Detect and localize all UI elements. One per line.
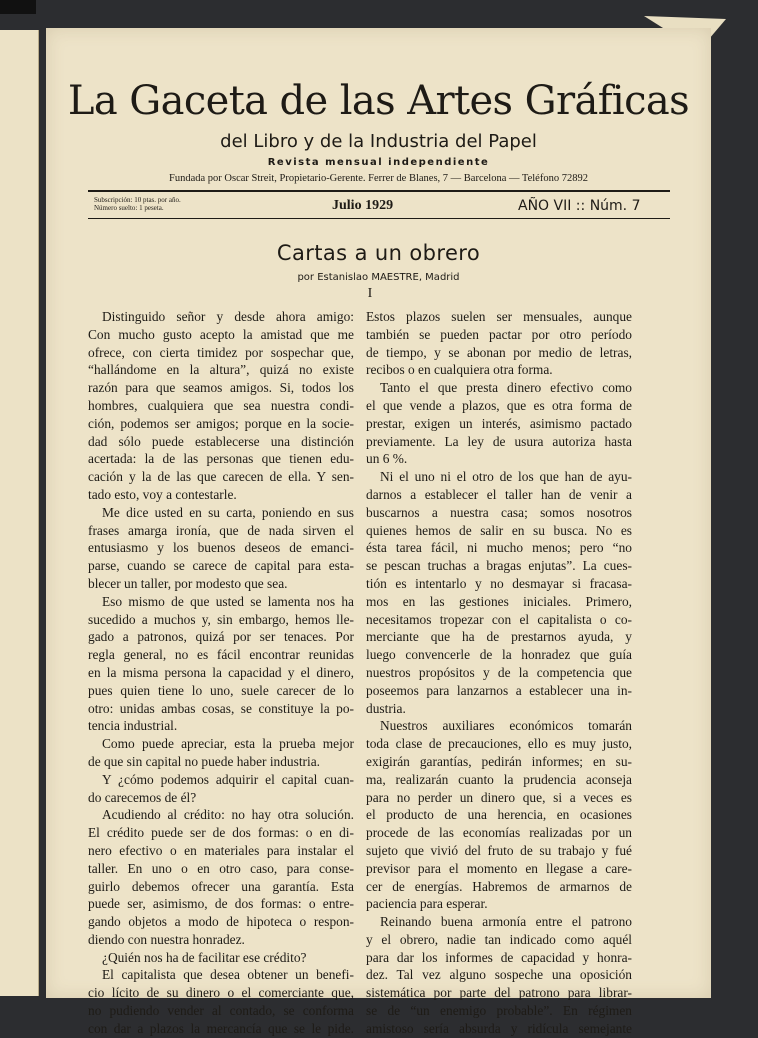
text-line: tión es intentarlo y no desmayar si fracasa- xyxy=(366,575,632,591)
header-rule-top xyxy=(88,190,670,192)
text-line: quienes hemos de salir en su busca. No es xyxy=(366,522,632,538)
facing-page-edge xyxy=(0,30,39,996)
text-line: necesitamos tropezar con el capitalista o co- xyxy=(366,611,632,627)
subscription-price: Subscripción: 10 ptas. por año. xyxy=(94,196,181,204)
text-line: sistemática por parte del patrono para librar- xyxy=(366,985,632,1001)
text-line: “hallándome en la altura”, quizá no existe xyxy=(88,362,354,378)
text-line: Me dice usted en su carta, poniendo en sus xyxy=(102,504,354,520)
text-line: prestar, exigen un interés, asimismo pactado xyxy=(366,415,632,431)
text-line: do carecemos de él? xyxy=(88,789,197,805)
text-line: tado esto, voy a contestarle. xyxy=(88,486,237,502)
subscription-info xyxy=(94,196,181,212)
text-line: no pudiendo vender al contado, se conforma xyxy=(88,1003,354,1019)
text-line: Estos plazos suelen ser mensuales, aunque xyxy=(366,309,632,324)
article-byline: por Estanislao MAESTRE, Madrid xyxy=(297,272,460,283)
issue-date: Julio 1929 xyxy=(332,198,394,213)
text-line: cio lícito de su dinero o el comerciante que, xyxy=(88,985,354,1001)
text-line: Reinando buena armonía entre el patrono xyxy=(380,914,632,930)
text-line: procede de las economías realizadas por un xyxy=(366,825,632,841)
text-line: El capitalista que desea obtener un benefi- xyxy=(102,967,354,983)
text-line: también se pueden pactar por otro período xyxy=(366,326,632,342)
text-line: puede ser, asimismo, de dos formas: o entre- xyxy=(88,896,354,912)
text-line: acertada: la de las personas que tienen edu- xyxy=(88,451,354,467)
text-line: previamente. La ley de usura autoriza hasta xyxy=(366,433,632,449)
text-line: el que vende a plazos, que es otra forma de xyxy=(366,397,632,413)
text-line: sujeto que vivió del fruto de su trabajo y fué xyxy=(366,842,632,858)
magazine-page xyxy=(46,28,711,1036)
column-left xyxy=(88,308,354,1038)
text-line: ofrece, con cierta timidez por sospechar que, xyxy=(88,344,354,360)
text-line: de tiempo, y se abonan por medio de letras, xyxy=(366,344,632,360)
text-line: en la misma persona la capacidad y el dinero, xyxy=(88,664,354,680)
text-line: se de “un enemigo probable”. En régimen xyxy=(366,1003,632,1019)
text-line: y el obrero, nadie tan indicado como aquél xyxy=(366,931,632,947)
text-line: Como puede apreciar, esta la prueba mejor xyxy=(102,736,354,752)
text-line: razón para que seamos amigos. Si, todos los xyxy=(88,380,354,396)
text-line: mos en las gestiones iniciales. Primero, xyxy=(366,593,632,609)
text-line: merciante que ha de prestarnos ayuda, y xyxy=(366,629,632,645)
text-line: toda clase de precauciones, ello es muy justo, xyxy=(366,736,632,752)
masthead-subtitle: del Libro y de la Industria del Papel xyxy=(220,131,537,152)
text-line: poseemos para lanzarnos a establecer una in- xyxy=(366,682,632,698)
text-line: recibos o en cualquiera otra forma. xyxy=(366,362,553,378)
text-line: ma, realizarán cuanto la prudencia aconseja xyxy=(366,771,632,787)
text-line: dez. Tal vez alguno sospeche una oposición xyxy=(366,967,632,983)
text-line: dad sólo puede establecerse una distinción xyxy=(88,433,354,449)
text-line: se pescan truchas a bragas enjutas”. La cues- xyxy=(366,558,632,574)
text-line: frases amarga ironía, que de nada sirven el xyxy=(88,522,354,538)
text-line: cer de energías. Habremos de armarnos de xyxy=(366,878,632,894)
text-line: ésta tarea fácil, ni mucho menos; pero “no xyxy=(366,540,632,556)
text-line: blecer un taller, por modesto que sea. xyxy=(88,575,288,591)
text-line: Acudiendo al crédito: no hay otra solución. xyxy=(102,807,354,823)
text-line: darnos a establecer el taller han de venir a xyxy=(366,486,632,502)
text-line: luego convencerle de la honradez que guía xyxy=(366,647,632,663)
text-line: ción, podemos ser amigos; porque en la socie- xyxy=(88,415,354,431)
single-issue-price: Número suelto: 1 peseta. xyxy=(94,204,164,212)
text-line: nuestros propósitos y de la competencia que xyxy=(366,664,632,680)
text-line: Distinguido señor y desde ahora amigo: xyxy=(102,309,354,324)
text-line: con dar a plazos la mercancía que se le pide. xyxy=(88,1020,354,1036)
masthead-title: La Gaceta de las Artes Gráficas xyxy=(67,78,690,124)
text-line: exigirán garantías, pedirán informes; en su- xyxy=(366,753,632,769)
text-line: Eso mismo de que usted se lamenta nos ha xyxy=(102,593,354,609)
text-line: un 6 %. xyxy=(366,451,408,467)
article-title: Cartas a un obrero xyxy=(276,241,481,265)
text-line: pues quien tiene lo uno, suele carecer de lo xyxy=(88,682,354,698)
text-line: para dar los informes de capacidad y honra- xyxy=(366,949,632,965)
masthead-revista: Revista mensual independiente xyxy=(267,157,490,168)
section-numeral: I xyxy=(367,286,373,301)
text-line: amistoso sería absurda y ridícula semejante xyxy=(366,1020,632,1036)
text-line: taller. En uno o en otro caso, para conse- xyxy=(88,860,354,876)
text-line: regla general, no es fácil encontrar reunidas xyxy=(88,647,354,663)
text-line: Ni el uno ni el otro de los que han de ayu- xyxy=(380,469,632,485)
text-line: El crédito puede ser de dos formas: o en di- xyxy=(88,825,354,841)
text-line: Nuestros auxiliares económicos tomarán xyxy=(380,718,632,734)
text-line: Tanto el que presta dinero efectivo como xyxy=(380,380,632,396)
text-line: Y ¿cómo podemos adquirir el capital cuan- xyxy=(102,771,354,787)
text-line: el producto de una herencia, en ocasiones xyxy=(366,807,632,823)
column-right xyxy=(366,308,632,1038)
text-line: entusiasmo y los buenos deseos de emanci- xyxy=(88,540,354,556)
masthead-founder: Fundada por Oscar Streit, Propietario-Gerente. Ferrer de Blanes, 7 — Barcelona — Teléfono 72892 xyxy=(169,173,588,184)
text-line: previsor para el momento en llegase a care- xyxy=(366,860,632,876)
text-line: ¿Quién nos ha de facilitar ese crédito? xyxy=(102,949,307,965)
text-line: diendo con nuestra honradez. xyxy=(88,931,245,947)
text-line: hombres, cualquiera que sea nuestra condi- xyxy=(88,397,354,413)
scan-edge xyxy=(0,0,36,14)
text-line: buscarnos a nuestra casa; somos nosotros xyxy=(366,504,632,520)
text-line: nero efectivo o en materiales para instalar el xyxy=(88,842,354,858)
issue-number: AÑO VII :: Núm. 7 xyxy=(518,198,641,214)
text-line: sucedido a muchos y, sin embargo, hemos lle- xyxy=(88,611,354,627)
header-rule-bottom xyxy=(88,218,670,219)
text-line: cación y la de las que carecen de ella. Y sen- xyxy=(88,469,354,485)
text-line: paciencia para esperar. xyxy=(366,896,488,912)
text-line: Con mucho gusto acepto la amistad que me xyxy=(88,326,354,342)
text-line: tencia industrial. xyxy=(88,718,178,734)
text-line: dustria. xyxy=(366,700,406,716)
text-line: gado a patronos, quizá por ser tenaces. Por xyxy=(88,629,354,645)
text-line: para no perder un dinero que, si a veces es xyxy=(366,789,632,805)
text-line: de que sin capital no puede haber industria. xyxy=(88,753,321,769)
text-line: gando objetos a modo de hipoteca o respon- xyxy=(88,914,354,930)
text-line: parse, cuando se carece de capital para esta- xyxy=(88,558,354,574)
text-line: otro: unidas ambas cosas, se constituye la po- xyxy=(88,700,354,716)
text-line: guirlo debemos ofrecer una garantía. Esta xyxy=(88,878,354,894)
